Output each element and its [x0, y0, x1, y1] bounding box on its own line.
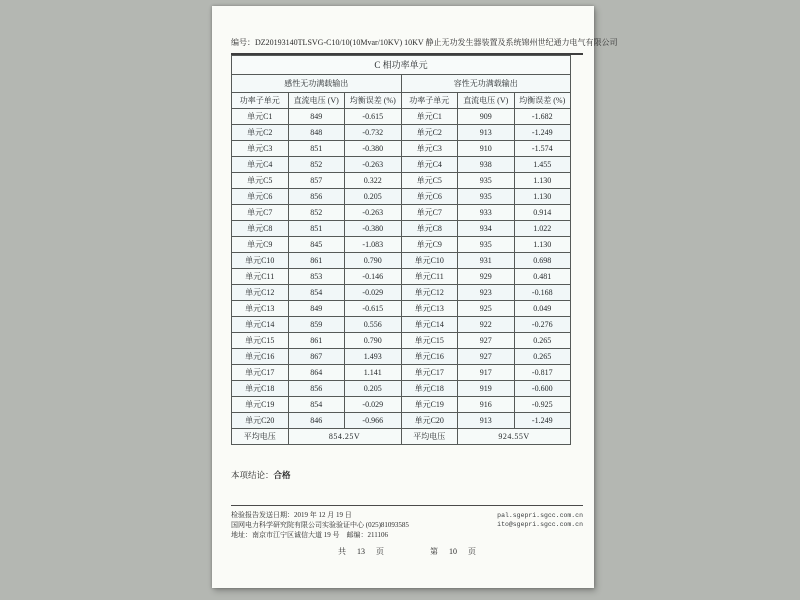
table-cell: 910: [458, 141, 515, 157]
col-header-unit: 功率子单元: [401, 93, 458, 109]
footer-website: pal.sgepri.sgcc.com.cn: [497, 512, 583, 519]
table-cell: 857: [288, 173, 345, 189]
table-cell: 859: [288, 317, 345, 333]
table-cell: 单元C20: [401, 413, 458, 429]
conclusion-line: [231, 469, 291, 481]
table-cell: 单元C11: [401, 269, 458, 285]
table-row: [232, 205, 571, 221]
table-cell: 0.790: [345, 253, 402, 269]
page-current: 第 10 页: [430, 547, 476, 556]
table-cell: -1.249: [514, 125, 571, 141]
table-cell: 919: [458, 381, 515, 397]
table-row: [232, 285, 571, 301]
pagination: [231, 547, 583, 557]
table-cell: 单元C18: [232, 381, 289, 397]
unit-rows: [232, 109, 571, 429]
col-header-unit: 功率子单元: [232, 93, 289, 109]
table-cell: 861: [288, 253, 345, 269]
table-cell: 单元C6: [401, 189, 458, 205]
table-cell: -0.380: [345, 221, 402, 237]
table-row: [232, 269, 571, 285]
table-cell: 849: [288, 301, 345, 317]
table-cell: 1.455: [514, 157, 571, 173]
table-cell: 0.914: [514, 205, 571, 221]
table-cell: 913: [458, 125, 515, 141]
table-cell: 0.265: [514, 349, 571, 365]
table-cell: 849: [288, 109, 345, 125]
table-cell: 923: [458, 285, 515, 301]
conclusion-value: 合格: [273, 470, 291, 480]
table-cell: 864: [288, 365, 345, 381]
table-row: [232, 301, 571, 317]
table-row: [232, 173, 571, 189]
table-cell: 单元C20: [232, 413, 289, 429]
table-cell: 单元C11: [232, 269, 289, 285]
average-capacitive-value: 924.55V: [458, 429, 571, 445]
table-cell: 927: [458, 349, 515, 365]
table-cell: 单元C10: [401, 253, 458, 269]
table-row: [232, 221, 571, 237]
table-cell: -0.276: [514, 317, 571, 333]
conclusion-label: 本项结论：: [231, 470, 274, 480]
table-cell: 931: [458, 253, 515, 269]
table-column-header-row: [232, 93, 571, 109]
table-section-row: [232, 75, 571, 93]
table-cell: 851: [288, 221, 345, 237]
table-title-row: [232, 56, 571, 75]
section-inductive: 感性无功满载输出: [232, 75, 402, 93]
table-cell: 单元C7: [232, 205, 289, 221]
table-row: [232, 189, 571, 205]
table-cell: -0.615: [345, 109, 402, 125]
table-row: [232, 333, 571, 349]
table-cell: -1.249: [514, 413, 571, 429]
table-cell: -0.168: [514, 285, 571, 301]
table-cell: 856: [288, 381, 345, 397]
table-cell: 854: [288, 285, 345, 301]
document-title: TLSVG-C10/10(10Mvar/10KV) 10KV 静止无功发生器装置及系统: [297, 38, 522, 47]
table-row: [232, 141, 571, 157]
col-header-error: 均衡误差 (%): [345, 93, 402, 109]
footer-send-date: 检验报告发送日期：2019 年 12 月 19 日: [231, 511, 352, 519]
table-cell: -1.574: [514, 141, 571, 157]
table-cell: 单元C9: [401, 237, 458, 253]
table-cell: 单元C8: [232, 221, 289, 237]
table-cell: -0.925: [514, 397, 571, 413]
table-cell: -0.966: [345, 413, 402, 429]
table-cell: 916: [458, 397, 515, 413]
table-cell: 867: [288, 349, 345, 365]
document-page: [212, 6, 618, 588]
table-cell: 927: [458, 333, 515, 349]
table-cell: 1.130: [514, 189, 571, 205]
table-cell: 单元C19: [401, 397, 458, 413]
table-cell: -0.380: [345, 141, 402, 157]
table-cell: -0.029: [345, 285, 402, 301]
table-cell: 单元C16: [232, 349, 289, 365]
table-cell: 917: [458, 365, 515, 381]
table-row: [232, 109, 571, 125]
table-cell: 单元C5: [401, 173, 458, 189]
table-cell: 单元C15: [401, 333, 458, 349]
table-cell: 854: [288, 397, 345, 413]
table-cell: 935: [458, 189, 515, 205]
table-cell: 0.481: [514, 269, 571, 285]
footer-address: 地址：南京市江宁区诚信大道 19 号 邮编：211106: [231, 531, 388, 539]
table-row: [232, 349, 571, 365]
table-cell: 851: [288, 141, 345, 157]
table-title: C 相功率单元: [232, 56, 571, 75]
table-cell: 单元C13: [401, 301, 458, 317]
col-header-voltage: 直流电压 (V): [458, 93, 515, 109]
table-cell: -0.029: [345, 397, 402, 413]
measurement-table: [231, 55, 571, 445]
table-cell: 0.790: [345, 333, 402, 349]
table-cell: -0.615: [345, 301, 402, 317]
table-cell: -0.600: [514, 381, 571, 397]
table-row: [232, 237, 571, 253]
table-cell: 单元C9: [232, 237, 289, 253]
table-cell: 1.141: [345, 365, 402, 381]
table-row: [232, 413, 571, 429]
table-cell: 单元C4: [232, 157, 289, 173]
table-cell: 852: [288, 157, 345, 173]
document-footer: [231, 505, 583, 557]
table-row: [232, 253, 571, 269]
table-cell: 单元C16: [401, 349, 458, 365]
table-cell: 单元C14: [232, 317, 289, 333]
table-cell: 单元C2: [232, 125, 289, 141]
table-cell: 单元C12: [401, 285, 458, 301]
table-cell: 0.322: [345, 173, 402, 189]
table-cell: 单元C12: [232, 285, 289, 301]
table-cell: 846: [288, 413, 345, 429]
table-cell: 单元C6: [232, 189, 289, 205]
table-cell: 单元C14: [401, 317, 458, 333]
table-cell: 单元C7: [401, 205, 458, 221]
company-name: 锦州世纪通力电气有限公司: [521, 38, 618, 47]
table-cell: 913: [458, 413, 515, 429]
average-label: 平均电压: [232, 429, 289, 445]
table-cell: 934: [458, 221, 515, 237]
table-cell: 单元C1: [232, 109, 289, 125]
table-cell: -0.146: [345, 269, 402, 285]
average-inductive-value: 854.25V: [288, 429, 401, 445]
footer-organization: 国网电力科学研究院有限公司实验验证中心 (025)81093585: [231, 521, 409, 529]
table-cell: 856: [288, 189, 345, 205]
table-cell: 935: [458, 237, 515, 253]
table-row: [232, 317, 571, 333]
document-header: [231, 38, 618, 55]
table-cell: 1.130: [514, 173, 571, 189]
table-cell: 0.556: [345, 317, 402, 333]
table-cell: 单元C17: [401, 365, 458, 381]
table-cell: 925: [458, 301, 515, 317]
table-cell: 1.130: [514, 237, 571, 253]
section-capacitive: 容性无功满载输出: [401, 75, 571, 93]
table-cell: 单元C10: [232, 253, 289, 269]
table-cell: 单元C5: [232, 173, 289, 189]
table-cell: 0.205: [345, 381, 402, 397]
table-cell: 单元C19: [232, 397, 289, 413]
table-cell: 0.698: [514, 253, 571, 269]
table-cell: 单元C13: [232, 301, 289, 317]
document-number: 编号：DZ20193140: [231, 38, 298, 47]
table-cell: 1.493: [345, 349, 402, 365]
average-label: 平均电压: [401, 429, 458, 445]
table-cell: 852: [288, 205, 345, 221]
average-row: [232, 429, 571, 445]
table-row: [232, 397, 571, 413]
table-cell: 929: [458, 269, 515, 285]
table-cell: 853: [288, 269, 345, 285]
table-cell: -0.263: [345, 205, 402, 221]
table-cell: -1.682: [514, 109, 571, 125]
table-row: [232, 157, 571, 173]
table-cell: -0.732: [345, 125, 402, 141]
table-cell: 922: [458, 317, 515, 333]
table-cell: 单元C17: [232, 365, 289, 381]
table-cell: 1.022: [514, 221, 571, 237]
pages-total: 共 13 页: [338, 547, 384, 556]
table-row: [232, 365, 571, 381]
table-cell: 0.265: [514, 333, 571, 349]
table-cell: -0.263: [345, 157, 402, 173]
col-header-voltage: 直流电压 (V): [288, 93, 345, 109]
table-cell: 0.049: [514, 301, 571, 317]
table-cell: 单元C18: [401, 381, 458, 397]
table-cell: 单元C15: [232, 333, 289, 349]
table-cell: 单元C3: [232, 141, 289, 157]
table-cell: 单元C1: [401, 109, 458, 125]
table-cell: 845: [288, 237, 345, 253]
table-cell: 单元C4: [401, 157, 458, 173]
footer-email: ito@sgepri.sgcc.com.cn: [497, 521, 583, 528]
table-cell: 938: [458, 157, 515, 173]
table-cell: 861: [288, 333, 345, 349]
table-cell: 0.205: [345, 189, 402, 205]
table-row: [232, 125, 571, 141]
table-cell: 935: [458, 173, 515, 189]
table-cell: 909: [458, 109, 515, 125]
footer-web-block: [497, 511, 583, 529]
table-cell: 单元C8: [401, 221, 458, 237]
table-cell: 单元C3: [401, 141, 458, 157]
table-cell: 单元C2: [401, 125, 458, 141]
table-cell: 848: [288, 125, 345, 141]
table-row: [232, 381, 571, 397]
table-cell: -1.083: [345, 237, 402, 253]
table-cell: -0.817: [514, 365, 571, 381]
col-header-error: 均衡误差 (%): [514, 93, 571, 109]
table-cell: 933: [458, 205, 515, 221]
